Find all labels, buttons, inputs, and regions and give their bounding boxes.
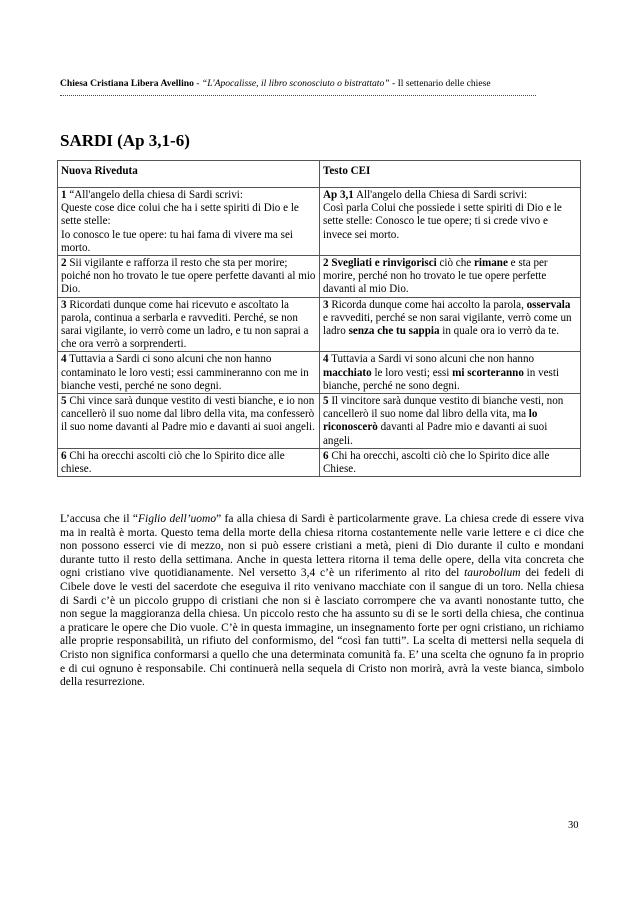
verse-cell-cei: Ap 3,1 All'angelo della Chiesa di Sardi scrivi: Così parla Colui che possiede i sette spiriti di Dio e le sette stelle: Conosco le tue opere; ti si crede vivo e invece sei morto.	[320, 188, 581, 256]
table-row	[58, 448, 581, 476]
chapter-name: Il settenario delle chiese	[397, 78, 491, 89]
verse-cell-nr: 2 Sii vigilante e rafforza il resto che sta per morire; poiché non ho trovato le tue opere perfette davanti al mio Dio.	[58, 256, 320, 298]
header-testo-cei: Testo CEI	[320, 161, 581, 188]
table-row	[58, 188, 581, 256]
verse-cell-nr: 1 “All'angelo della chiesa di Sardi scrivi: Queste cose dice colui che ha i sette spiriti di Dio e le sette stelle: Io conosco le tue opere: tu hai fama di vivere ma sei morto.	[58, 188, 320, 256]
running-head-separator: -	[389, 78, 398, 89]
verse-cell-nr: 6 Chi ha orecchi ascolti ciò che lo Spirito dice alle chiese.	[58, 448, 320, 476]
verse-cell-cei: 5 Il vincitore sarà dunque vestito di bianche vesti, non cancellerò il suo nome dal libro della vita, ma lo riconoscerò davanti al Padre mio e davanti ai suoi angeli.	[320, 394, 581, 449]
section-title: SARDI (Ap 3,1-6)	[60, 131, 190, 150]
comparison-table	[57, 160, 581, 477]
table-row	[58, 256, 581, 298]
table-row	[58, 394, 581, 449]
publisher-name: Chiesa Cristiana Libera Avellino	[60, 78, 194, 89]
running-head-separator: -	[193, 78, 202, 89]
verse-cell-cei: 6 Chi ha orecchi, ascolti ciò che lo Spirito dice alle Chiese.	[320, 448, 581, 476]
verse-cell-cei: 3 Ricorda dunque come hai accolto la parola, osservala e ravvediti, perché se non sarai vigilante, verrò come un ladro senza che tu sappia in quale ora io verrò da te.	[320, 297, 581, 352]
header-nuova-riveduta: Nuova Riveduta	[58, 161, 320, 188]
table-row	[58, 352, 581, 394]
table-header-row	[58, 161, 581, 188]
verse-cell-cei: 2 Svegliati e rinvigorisci ciò che rimane e sta per morire, perché non ho trovato le tue opere perfette davanti al mio Dio.	[320, 256, 581, 298]
verse-cell-nr: 3 Ricordati dunque come hai ricevuto e ascoltato la parola, continua a serbarla e ravvediti. Perché, se non sarai vigilante, io verrò come un ladro, e tu non saprai a che ora verrò a sorprenderti.	[58, 297, 320, 352]
verse-cell-nr: 5 Chi vince sarà dunque vestito di vesti bianche, e io non cancellerò il suo nome dal libro della vita, ma confesserò il suo nome davanti al Padre mio e davanti ai suoi angeli.	[58, 394, 320, 449]
verse-cell-nr: 4 Tuttavia a Sardi ci sono alcuni che non hanno contaminato le loro vesti; essi cammineranno con me in bianche vesti, perché ne sono degni.	[58, 352, 320, 394]
header-divider	[60, 95, 536, 96]
page-number: 30	[568, 820, 579, 831]
verse-cell-cei: 4 Tuttavia a Sardi vi sono alcuni che non hanno macchiato le loro vesti; essi mi scorteranno in vesti bianche, perché ne sono degni.	[320, 352, 581, 394]
table-row	[58, 297, 581, 352]
book-title: “L'Apocalisse, il libro sconosciuto o bistrattato”	[201, 78, 390, 89]
commentary-paragraph: L’accusa che il “Figlio dell’uomo” fa alla chiesa di Sardi è particolarmente grave. La chiesa crede di essere viva ma in realtà è morta. Questo tema della morte della chiesa ritorna costantemente nelle varie lettere e ci dice che non possono esserci vie di mezzo, non si può essere cristiani a metà, pieni di Dio durante il culto e mondani durante tutto il resto della settimana. Anche in questa lettera ritorna il tema delle opere, della vita concreta che ogni cristiano vive quotidianamente. Nel versetto 3,4 c’è un riferimento al rito del taurobolium dei fedeli di Cibele dove le vesti del sacerdote che eseguiva il rito venivano macchiate con il sangue di un toro. Nella chiesa di Sardi c’è un piccolo gruppo di cristiani che non si è lasciato corrompere che va avanti nonostante tutto, che non segue la maggioranza della chiesa. Un piccolo resto che ha assunto su di se le sorti della chiesa, che continua a praticare le opere che Dio vuole. C’è in questa immagine, un insegnamento forte per ogni cristiano, un richiamo alle proprie responsabilità, un rifiuto del conformismo, del “così fan tutti”. La scelta di mettersi nella sequela di Cristo non significa conformarsi a quello che una determinata comunità fa. E’ una scelta che ognuno fa in proprio e di cui ognuno è responsabile. Chi continuerà nella sequela di Cristo non morirà, avrà la veste bianca, simbolo della resurrezione.	[60, 513, 584, 689]
running-head	[60, 78, 590, 90]
